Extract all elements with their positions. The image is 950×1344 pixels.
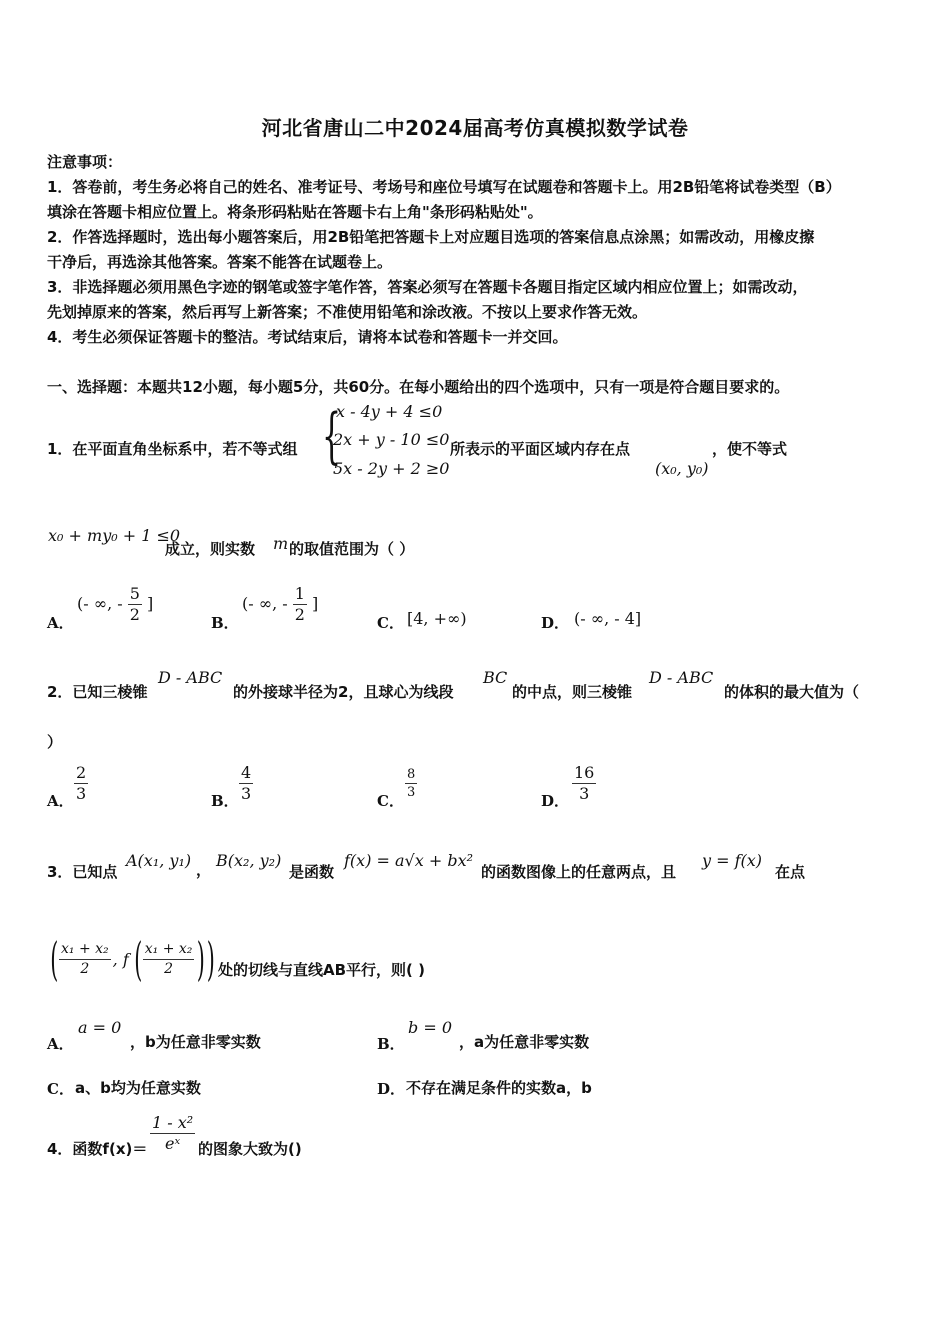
notice-line: 3．非选择题必须用黑色字迹的钢笔或签字笔作答，答案必须写在答题卡各题目指定区域内相应位置上；如需改动，	[47, 278, 808, 296]
denominator: 3	[579, 784, 590, 803]
notice-line: 先划掉原来的答案，然后再写上新答案；不准使用铅笔和涂改液。不按以上要求作答无效。	[47, 303, 648, 321]
paren-open-icon: (	[134, 932, 143, 986]
q2-close: ）	[47, 733, 63, 751]
q2-option-c[interactable]	[405, 766, 417, 801]
q3-option-a-math[interactable]: a = 0	[78, 1018, 122, 1037]
notice-line: 干净后，再选涂其他答案。答案不能答在试题卷上。	[47, 253, 393, 271]
q3-curve: y = f(x)	[702, 851, 763, 870]
q3-option-d-label[interactable]: D．	[377, 1080, 406, 1098]
q2-option-d-label[interactable]: D．	[541, 792, 570, 810]
q1-option-b-post: ]	[312, 594, 319, 613]
notice-line: 4．考生必须保证答题卡的整洁。考试结束后，请将本试卷和答题卡一并交回。	[47, 328, 568, 346]
q1-option-a-post: ]	[147, 594, 154, 613]
q1-inequality: 5x - 2y + 2 ≥0	[333, 459, 450, 478]
q3-mid1: 是函数	[289, 863, 335, 881]
q1-point: (x₀, y₀)	[655, 459, 709, 478]
numerator: 5	[129, 584, 140, 603]
q4-tail: 的图象大致为()	[198, 1140, 302, 1158]
q4-fraction	[150, 1113, 195, 1154]
q2-mid1: 的外接球半径为2，且球心为线段	[233, 683, 454, 701]
notice-heading: 注意事项：	[47, 153, 123, 171]
numerator: x₁ + x₂	[143, 940, 195, 960]
q2-tetrahedron: D - ABC	[158, 668, 223, 687]
q3-point-a: A(x₁, y₁)	[126, 851, 192, 870]
q3-option-d-text[interactable]: 不存在满足条件的实数a，b	[406, 1079, 592, 1097]
q2-option-d[interactable]	[572, 763, 596, 804]
q3-option-b-text[interactable]: ，a为任意非零实数	[459, 1033, 590, 1051]
notice-line: 1．答卷前，考生务必将自己的姓名、准考证号、考场号和座位号填写在试题卷和答题卡上。用2B铅笔将试卷类型（B）	[47, 178, 841, 196]
denominator: 2	[129, 605, 140, 624]
q3-option-c-text[interactable]: a、b均为任意实数	[75, 1079, 201, 1097]
q1-option-c[interactable]: [4, +∞)	[407, 609, 467, 628]
q1-tail: 的取值范围为（ ）	[289, 540, 415, 558]
denominator: 2	[80, 960, 90, 977]
q2-prefix: 2．已知三棱锥	[47, 683, 148, 701]
denominator: 2	[294, 605, 305, 624]
q1-option-a-pre: (- ∞, -	[77, 594, 123, 613]
notice-line: 填涂在答题卡相应位置上。将条形码粘贴在答题卡右上角"条形码粘贴处"。	[47, 203, 543, 221]
q1-option-d-label[interactable]: D．	[541, 614, 570, 632]
q3-comma: ，	[196, 861, 212, 879]
q2-tetrahedron: D - ABC	[649, 668, 714, 687]
numerator: 8	[407, 767, 416, 782]
numerator: 1 - x²	[152, 1113, 194, 1132]
q3-mid2: 的函数图像上的任意两点，且	[481, 863, 677, 881]
numerator: 16	[574, 763, 595, 782]
q2-option-a-label[interactable]: A．	[47, 792, 74, 810]
q1-option-a-fraction	[128, 584, 142, 625]
denominator: eˣ	[165, 1134, 181, 1153]
q1-option-b-fraction	[293, 584, 307, 625]
q1-option-d[interactable]: (- ∞, - 4]	[574, 609, 642, 628]
q3-option-c-label[interactable]: C．	[47, 1080, 74, 1098]
numerator: x₁ + x₂	[59, 940, 111, 960]
midpoint-x	[59, 940, 111, 979]
q1-option-c-label[interactable]: C．	[377, 614, 404, 632]
midpoint-arg	[143, 940, 195, 979]
q3-line2: 处的切线与直线AB平行，则( )	[218, 961, 425, 979]
q3-prefix: 3．已知点	[47, 863, 118, 881]
q1-prefix: 1．在平面直角坐标系中，若不等式组	[47, 440, 298, 458]
q2-option-a[interactable]	[74, 763, 88, 804]
numerator: 1	[294, 584, 305, 603]
q1-option-a-label[interactable]: A．	[47, 614, 74, 632]
q2-tail: 的体积的最大值为（	[724, 683, 860, 701]
system-brace: {	[322, 401, 342, 471]
q1-inequality: 2x + y - 10 ≤0	[333, 430, 450, 449]
exam-title: 河北省唐山二中2024届高考仿真模拟数学试卷	[261, 116, 689, 140]
denominator: 3	[407, 785, 416, 800]
q1-suffix: ，使不等式	[712, 440, 788, 458]
denominator: 3	[241, 784, 252, 803]
q3-tail: 在点	[775, 863, 806, 881]
section-heading: 一、选择题：本题共12小题，每小题5分，共60分。在每小题给出的四个选项中，只有一项是符合题目要求的。	[47, 378, 790, 396]
q1-option-b-pre: (- ∞, -	[242, 594, 288, 613]
paren-close-icon: )	[197, 932, 206, 986]
q1-var-m: m	[273, 534, 289, 553]
denominator: 2	[164, 960, 174, 977]
q2-option-b-label[interactable]: B．	[211, 792, 239, 810]
q3-option-a-text[interactable]: ，b为任意非零实数	[130, 1033, 261, 1051]
q1-cond-suffix: 成立，则实数	[165, 540, 256, 558]
q1-option-a[interactable]	[77, 584, 153, 625]
q2-option-b[interactable]	[239, 763, 253, 804]
q1-option-b[interactable]	[242, 584, 318, 625]
paren-close-icon: )	[207, 932, 216, 986]
q4-prefix: 4．函数f(x)＝	[47, 1140, 148, 1158]
q1-option-b-label[interactable]: B．	[211, 614, 239, 632]
q1-mid: 所表示的平面区域内存在点	[450, 440, 631, 458]
denominator: 3	[76, 784, 87, 803]
q3-option-b-math[interactable]: b = 0	[408, 1018, 452, 1037]
q3-function: f(x) = a√x + bx²	[344, 851, 474, 870]
q3-point-b: B(x₂, y₂)	[216, 851, 282, 870]
q2-option-c-label[interactable]: C．	[377, 792, 404, 810]
q1-condition: x₀ + my₀ + 1 ≤0	[48, 526, 181, 545]
notice-line: 2．作答选择题时，选出每小题答案后，用2B铅笔把答题卡上对应题目选项的答案信息点涂黑；如需改动，用橡皮擦	[47, 228, 815, 246]
q3-option-a-label[interactable]: A．	[47, 1035, 74, 1053]
q1-inequality: x - 4y + 4 ≤0	[336, 402, 443, 421]
q2-mid2: 的中点，则三棱锥	[512, 683, 633, 701]
q3-midpoint	[47, 932, 214, 986]
numerator: 2	[76, 763, 87, 782]
numerator: 4	[241, 763, 252, 782]
q3-option-b-label[interactable]: B．	[377, 1035, 405, 1053]
q2-segment: BC	[483, 668, 508, 687]
paren-open-icon: (	[50, 932, 59, 986]
midpoint-f: , f	[112, 949, 129, 969]
